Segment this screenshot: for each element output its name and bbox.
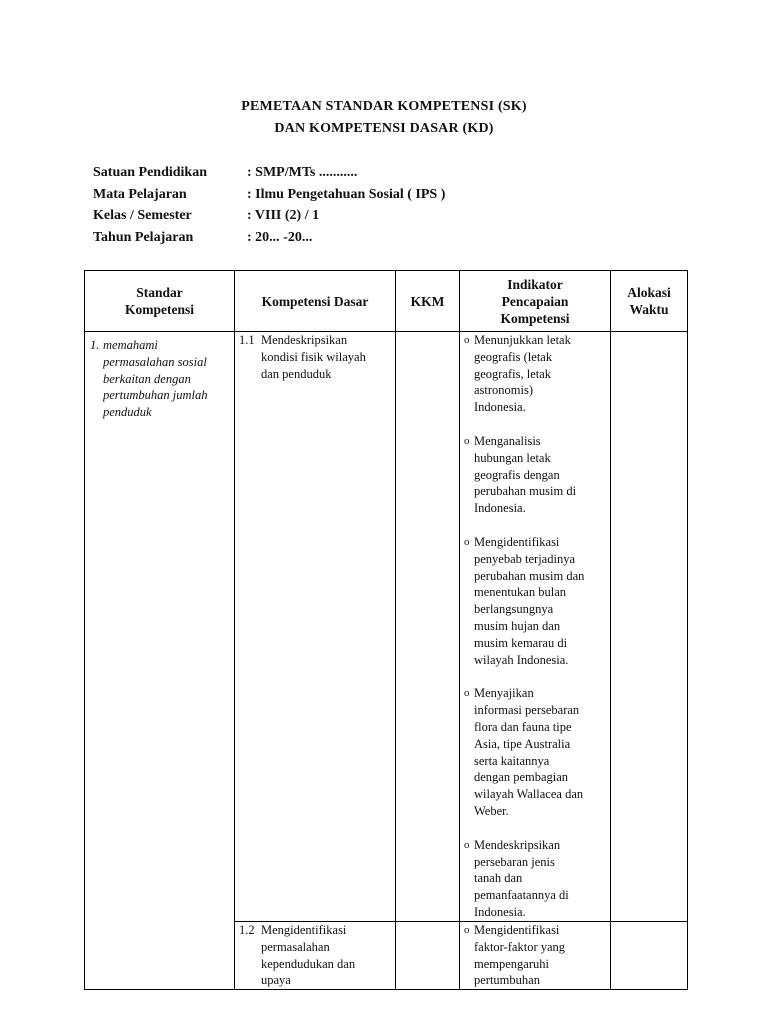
indicator-line: tanah dan [474,871,523,886]
indicator-line: astronomis) [474,383,534,398]
bullet-icon: o [464,434,470,447]
sk-line: memahami [103,338,158,352]
kd-number: 1.2 [239,923,255,937]
table-header-row [85,271,688,332]
indicator-cell [460,332,611,922]
header-alokasi-waktu [611,271,688,332]
header-kkm [396,271,460,332]
indicator-line: penyebab terjadinya [474,551,575,566]
sk-number: 1. [90,338,100,352]
sk-line: pertumbuhan jumlah [103,388,208,403]
kd-line: kondisi fisik wilayah [261,349,366,364]
meta-value: : SMP/MTs ........... [247,165,358,180]
indicator-line: dengan pembagian [474,770,569,785]
header-line: Indikator [507,276,563,292]
indicator-cell [460,922,611,990]
kd-line: permasalahan [261,939,330,954]
table-row [85,332,688,922]
indicator-line: persebaran jenis [474,854,555,869]
indicator-line: Indonesia. [474,904,526,919]
indicator-line: musim hujan dan [474,618,561,633]
header-standar-kompetensi [85,271,235,332]
header-line: Alokasi [627,285,671,300]
title-line-2: DAN KOMPETENSI DASAR (KD) [274,121,494,136]
document-title [0,96,768,140]
indicator-line: Indonesia. [474,400,526,415]
indicator-line: pertumbuhan [474,973,540,988]
indicator-line: informasi persebaran [474,703,580,718]
header-line: Kompetensi [500,310,570,326]
sk-cell [85,332,235,990]
meta-row-tahun [93,227,445,249]
indicator-line: Weber. [474,803,509,818]
indicator-item [464,332,608,416]
sk-line: permasalahan sosial [103,354,207,369]
indicator-line: Mengidentifikasi [474,923,560,937]
meta-value: : VIII (2) / 1 [247,208,320,223]
indicator-item [464,534,608,668]
indicator-line: musim kemarau di [474,635,568,650]
bullet-icon: o [464,535,470,548]
bullet-icon: o [464,334,470,346]
kd-cell [235,922,396,990]
indicator-line: geografis dengan [474,467,560,482]
meta-value: : Ilmu Pengetahuan Sosial ( IPS ) [247,186,446,202]
kkm-cell [396,922,460,990]
indicator-item [464,685,608,819]
kd-line: dan penduduk [261,366,332,381]
meta-label: Kelas / Semester [93,208,192,223]
bullet-icon: o [464,924,470,936]
indicator-line: Asia, tipe Australia [474,736,571,751]
meta-label: Mata Pelajaran [93,186,187,202]
alokasi-cell [611,922,688,990]
header-line: Pencapaian [501,293,569,309]
indicator-line: mempengaruhi [474,956,549,971]
kd-number: 1.1 [239,333,255,347]
meta-row-mapel [93,184,445,206]
meta-value: : 20... -20... [247,229,313,245]
indicator-line: faktor-faktor yang [474,939,566,954]
header-indikator [460,271,611,332]
kd-item [239,922,392,989]
indicator-line: Mendeskripsikan [474,837,561,852]
alokasi-cell [611,332,688,922]
meta-label: Satuan Pendidikan [93,165,207,180]
indicator-line: berlangsungnya [474,602,554,617]
indicator-line: Menyajikan [474,686,534,701]
kd-item [239,332,392,382]
indicator-line: pemanfaatannya di [474,888,569,903]
kd-line: Mengidentifikasi [261,923,347,937]
kkm-cell [396,332,460,922]
competency-table [84,270,688,990]
indicator-line: Mengidentifikasi [474,534,560,549]
indicator-line: geografis (letak [474,349,553,364]
indicator-line: Indonesia. [474,501,526,516]
header-line: Kompetensi [125,302,194,317]
indicator-line: Menunjukkan letak [474,333,571,347]
indicator-item [464,433,608,517]
title-line-1: PEMETAAN STANDAR KOMPETENSI (SK) [241,99,527,114]
indicator-line: hubungan letak [474,450,551,465]
header-kompetensi-dasar [235,271,396,332]
indicator-line: perubahan musim di [474,484,577,499]
sk-line: penduduk [103,405,152,420]
header-line: Waktu [629,302,669,317]
kd-cell [235,332,396,922]
meta-row-satuan [93,162,445,184]
indicator-line: geografis, letak [474,366,552,381]
document-meta [93,162,445,248]
indicator-line: flora dan fauna tipe [474,719,572,734]
kd-line: kependudukan dan [261,956,356,971]
indicator-line: wilayah Wallacea dan [474,787,584,802]
header-line: Standar [136,285,183,300]
bullet-icon: o [464,838,470,851]
indicator-line: wilayah Indonesia. [474,652,569,667]
sk-line: berkaitan dengan [103,371,191,386]
kd-line: Mendeskripsikan [261,333,348,347]
sk-item [90,337,230,421]
indicator-item [464,922,608,989]
header-line: KKM [410,293,445,309]
indicator-line: menentukan bulan [474,585,566,600]
meta-row-kelas [93,205,445,227]
bullet-icon: o [464,687,470,700]
kd-line: upaya [261,973,291,988]
header-line: Kompetensi Dasar [261,293,369,309]
indicator-line: perubahan musim dan [474,568,585,583]
meta-label: Tahun Pelajaran [93,229,194,245]
indicator-item [464,837,608,921]
indicator-line: serta kaitannya [474,753,550,768]
indicator-line: Menganalisis [474,433,541,448]
